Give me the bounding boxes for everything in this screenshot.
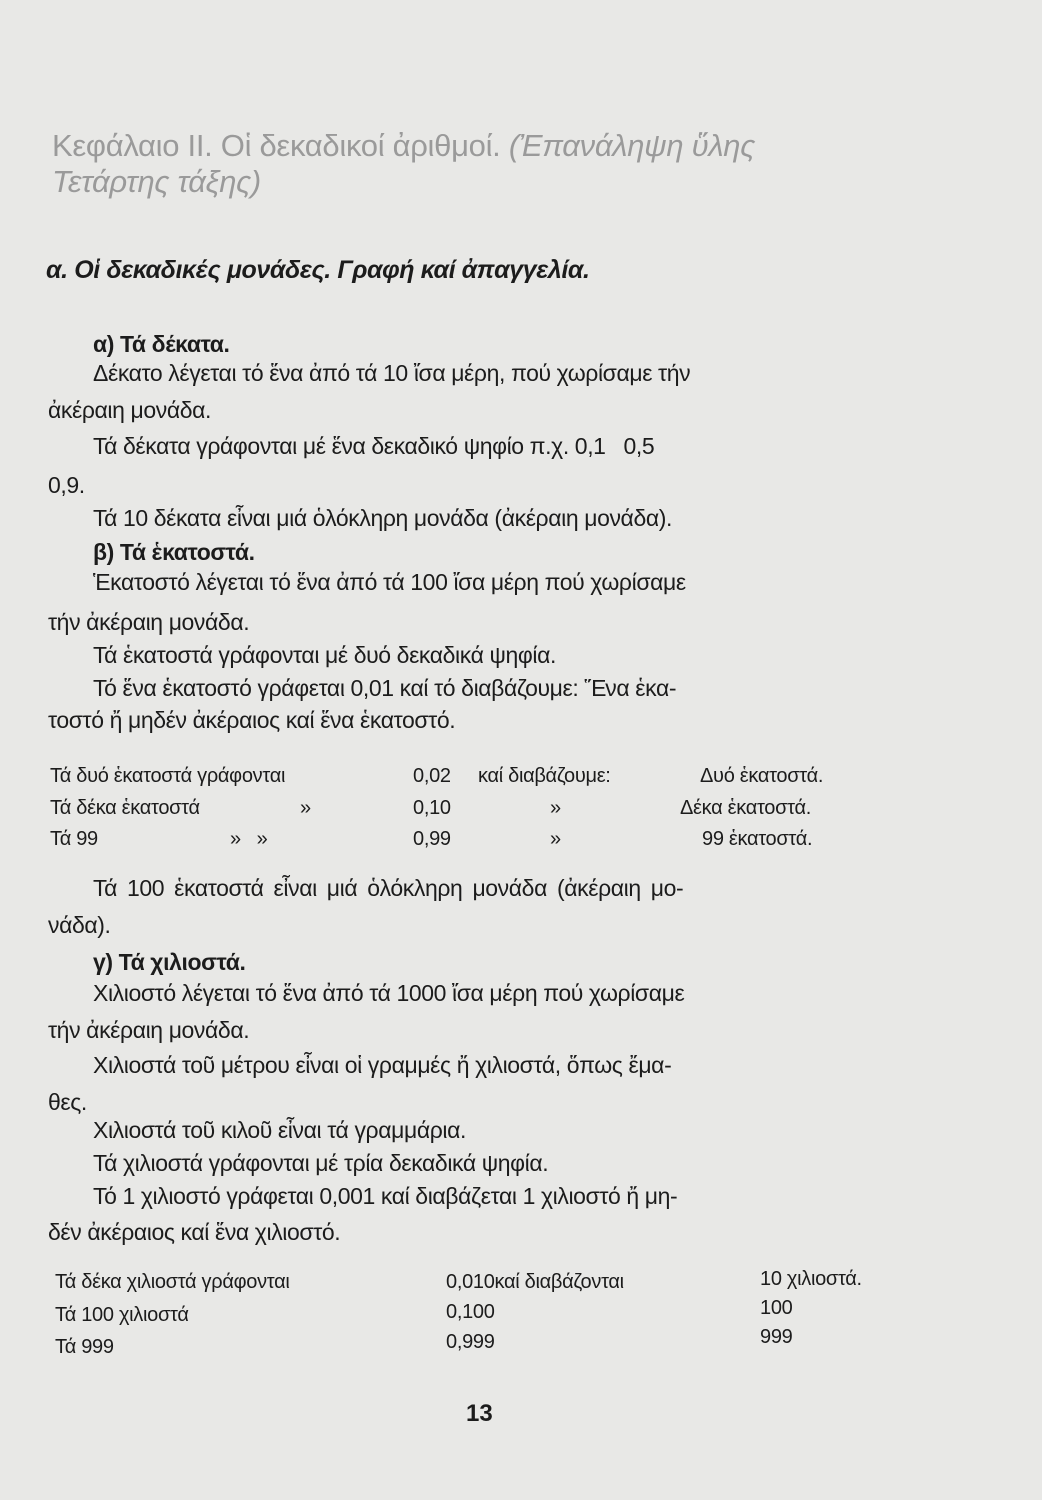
table-cell: » <box>550 797 561 819</box>
page-number: 13 <box>466 1400 493 1427</box>
table-cell: Δυό ἑκατοστά. <box>700 765 824 787</box>
table-cell: 0,010καί διαβάζονται <box>446 1271 624 1293</box>
table-cell: Τά 99 <box>50 828 98 850</box>
paragraph-line: τοστό ἤ μηδέν ἀκέραιος καί ἕνα ἑκατοστό. <box>48 707 456 733</box>
paragraph-line: Τό 1 χιλιοστό γράφεται 0,001 καί διαβάζεται 1 χιλιοστό ἤ μη- <box>93 1183 678 1209</box>
table-cell: » <box>550 828 561 850</box>
paragraph-line: Δέκατο λέγεται τό ἕνα ἀπό τά 10 ἴσα μέρη, πού χωρίσαμε τήν <box>93 360 691 386</box>
chapter-title: Κεφάλαιο ΙΙ. Οἱ δεκαδικοί ἀριθμοί. (Ἐπανάληψη ὕλης <box>52 128 755 163</box>
paragraph-line: Χιλιοστά τοῦ κιλοῦ εἶναι τά γραμμάρια. <box>93 1117 467 1143</box>
table-cell: 0,999 <box>446 1331 495 1353</box>
paragraph-line: τήν ἀκέραιη μονάδα. <box>48 609 250 635</box>
table-cell: 999 <box>760 1326 793 1348</box>
table-cell: 0,02 <box>413 765 451 787</box>
table-cell: » <box>300 797 311 819</box>
hundredths-heading: β) Τά ἑκατοστά. <box>93 539 255 565</box>
paragraph-line: νάδα). <box>48 912 111 938</box>
paragraph-line: Τά 10 δέκατα εἶναι μιά ὁλόκληρη μονάδα (ἀκέραιη μονάδα). <box>93 505 673 531</box>
paragraph-line: Χιλιοστά τοῦ μέτρου εἶναι οἱ γραμμές ἤ χιλιοστά, ὅπως ἔμα- <box>93 1052 672 1078</box>
tenths-heading: α) Τά δέκατα. <box>93 331 230 357</box>
paragraph-line: δέν ἀκέραιος καί ἕνα χιλιοστό. <box>48 1219 341 1245</box>
chapter-subtitle: (Ἐπανάληψη ὕλης <box>508 128 755 163</box>
paragraph-line: Τά ἑκατοστά γράφονται μέ δυό δεκαδικά ψηφία. <box>93 642 556 668</box>
paragraph-line: Τό ἕνα ἑκατοστό γράφεται 0,01 καί τό διαβάζουμε: Ἕνα ἑκα- <box>93 675 677 701</box>
table-cell: Τά 100 χιλιοστά <box>55 1304 189 1326</box>
paragraph-line: Τά 100 ἑκατοστά εἶναι μιά ὁλόκληρη μονάδα (ἀκέραιη μο- <box>93 875 684 901</box>
table-cell: 0,10 <box>413 797 451 819</box>
table-cell: 10 χιλιοστά. <box>760 1268 862 1290</box>
table-cell: 0,100 <box>446 1301 495 1323</box>
paragraph-line: τήν ἀκέραιη μονάδα. <box>48 1017 250 1043</box>
table-cell: καί διαβάζουμε: <box>478 765 611 787</box>
table-cell: Τά δυό ἑκατοστά γράφονται <box>50 765 286 787</box>
thousandths-heading: γ) Τά χιλιοστά. <box>93 949 246 975</box>
table-cell: Τά δέκα ἑκατοστά <box>50 797 200 819</box>
paragraph-line: Τά δέκατα γράφονται μέ ἕνα δεκαδικό ψηφίο π.χ. 0,1 0,5 <box>93 433 655 459</box>
table-cell: 99 ἑκατοστά. <box>702 828 813 850</box>
table-cell: Δέκα ἑκατοστά. <box>680 797 812 819</box>
section-title: α. Οἱ δεκαδικές μονάδες. Γραφή καί ἀπαγγελία. <box>46 256 590 284</box>
table-cell: 100 <box>760 1297 793 1319</box>
paragraph-line: Χιλιοστό λέγεται τό ἕνα ἀπό τά 1000 ἴσα μέρη πού χωρίσαμε <box>93 980 685 1006</box>
table-cell: 0,99 <box>413 828 451 850</box>
paragraph-line: 0,9. <box>48 472 85 498</box>
chapter-subtitle-cont: Τετάρτης τάξης) <box>52 164 261 199</box>
paragraph-line: ἀκέραιη μονάδα. <box>48 397 212 423</box>
table-cell: Τά δέκα χιλιοστά γράφονται <box>55 1271 290 1293</box>
table-cell: Τά 999 <box>55 1336 114 1358</box>
table-cell: » » <box>230 828 268 850</box>
paragraph-line: Τά χιλιοστά γράφονται μέ τρία δεκαδικά ψηφία. <box>93 1150 549 1176</box>
paragraph-line: Ἑκατοστό λέγεται τό ἕνα ἀπό τά 100 ἴσα μέρη πού χωρίσαμε <box>93 569 686 595</box>
paragraph-line: θες. <box>48 1089 87 1115</box>
